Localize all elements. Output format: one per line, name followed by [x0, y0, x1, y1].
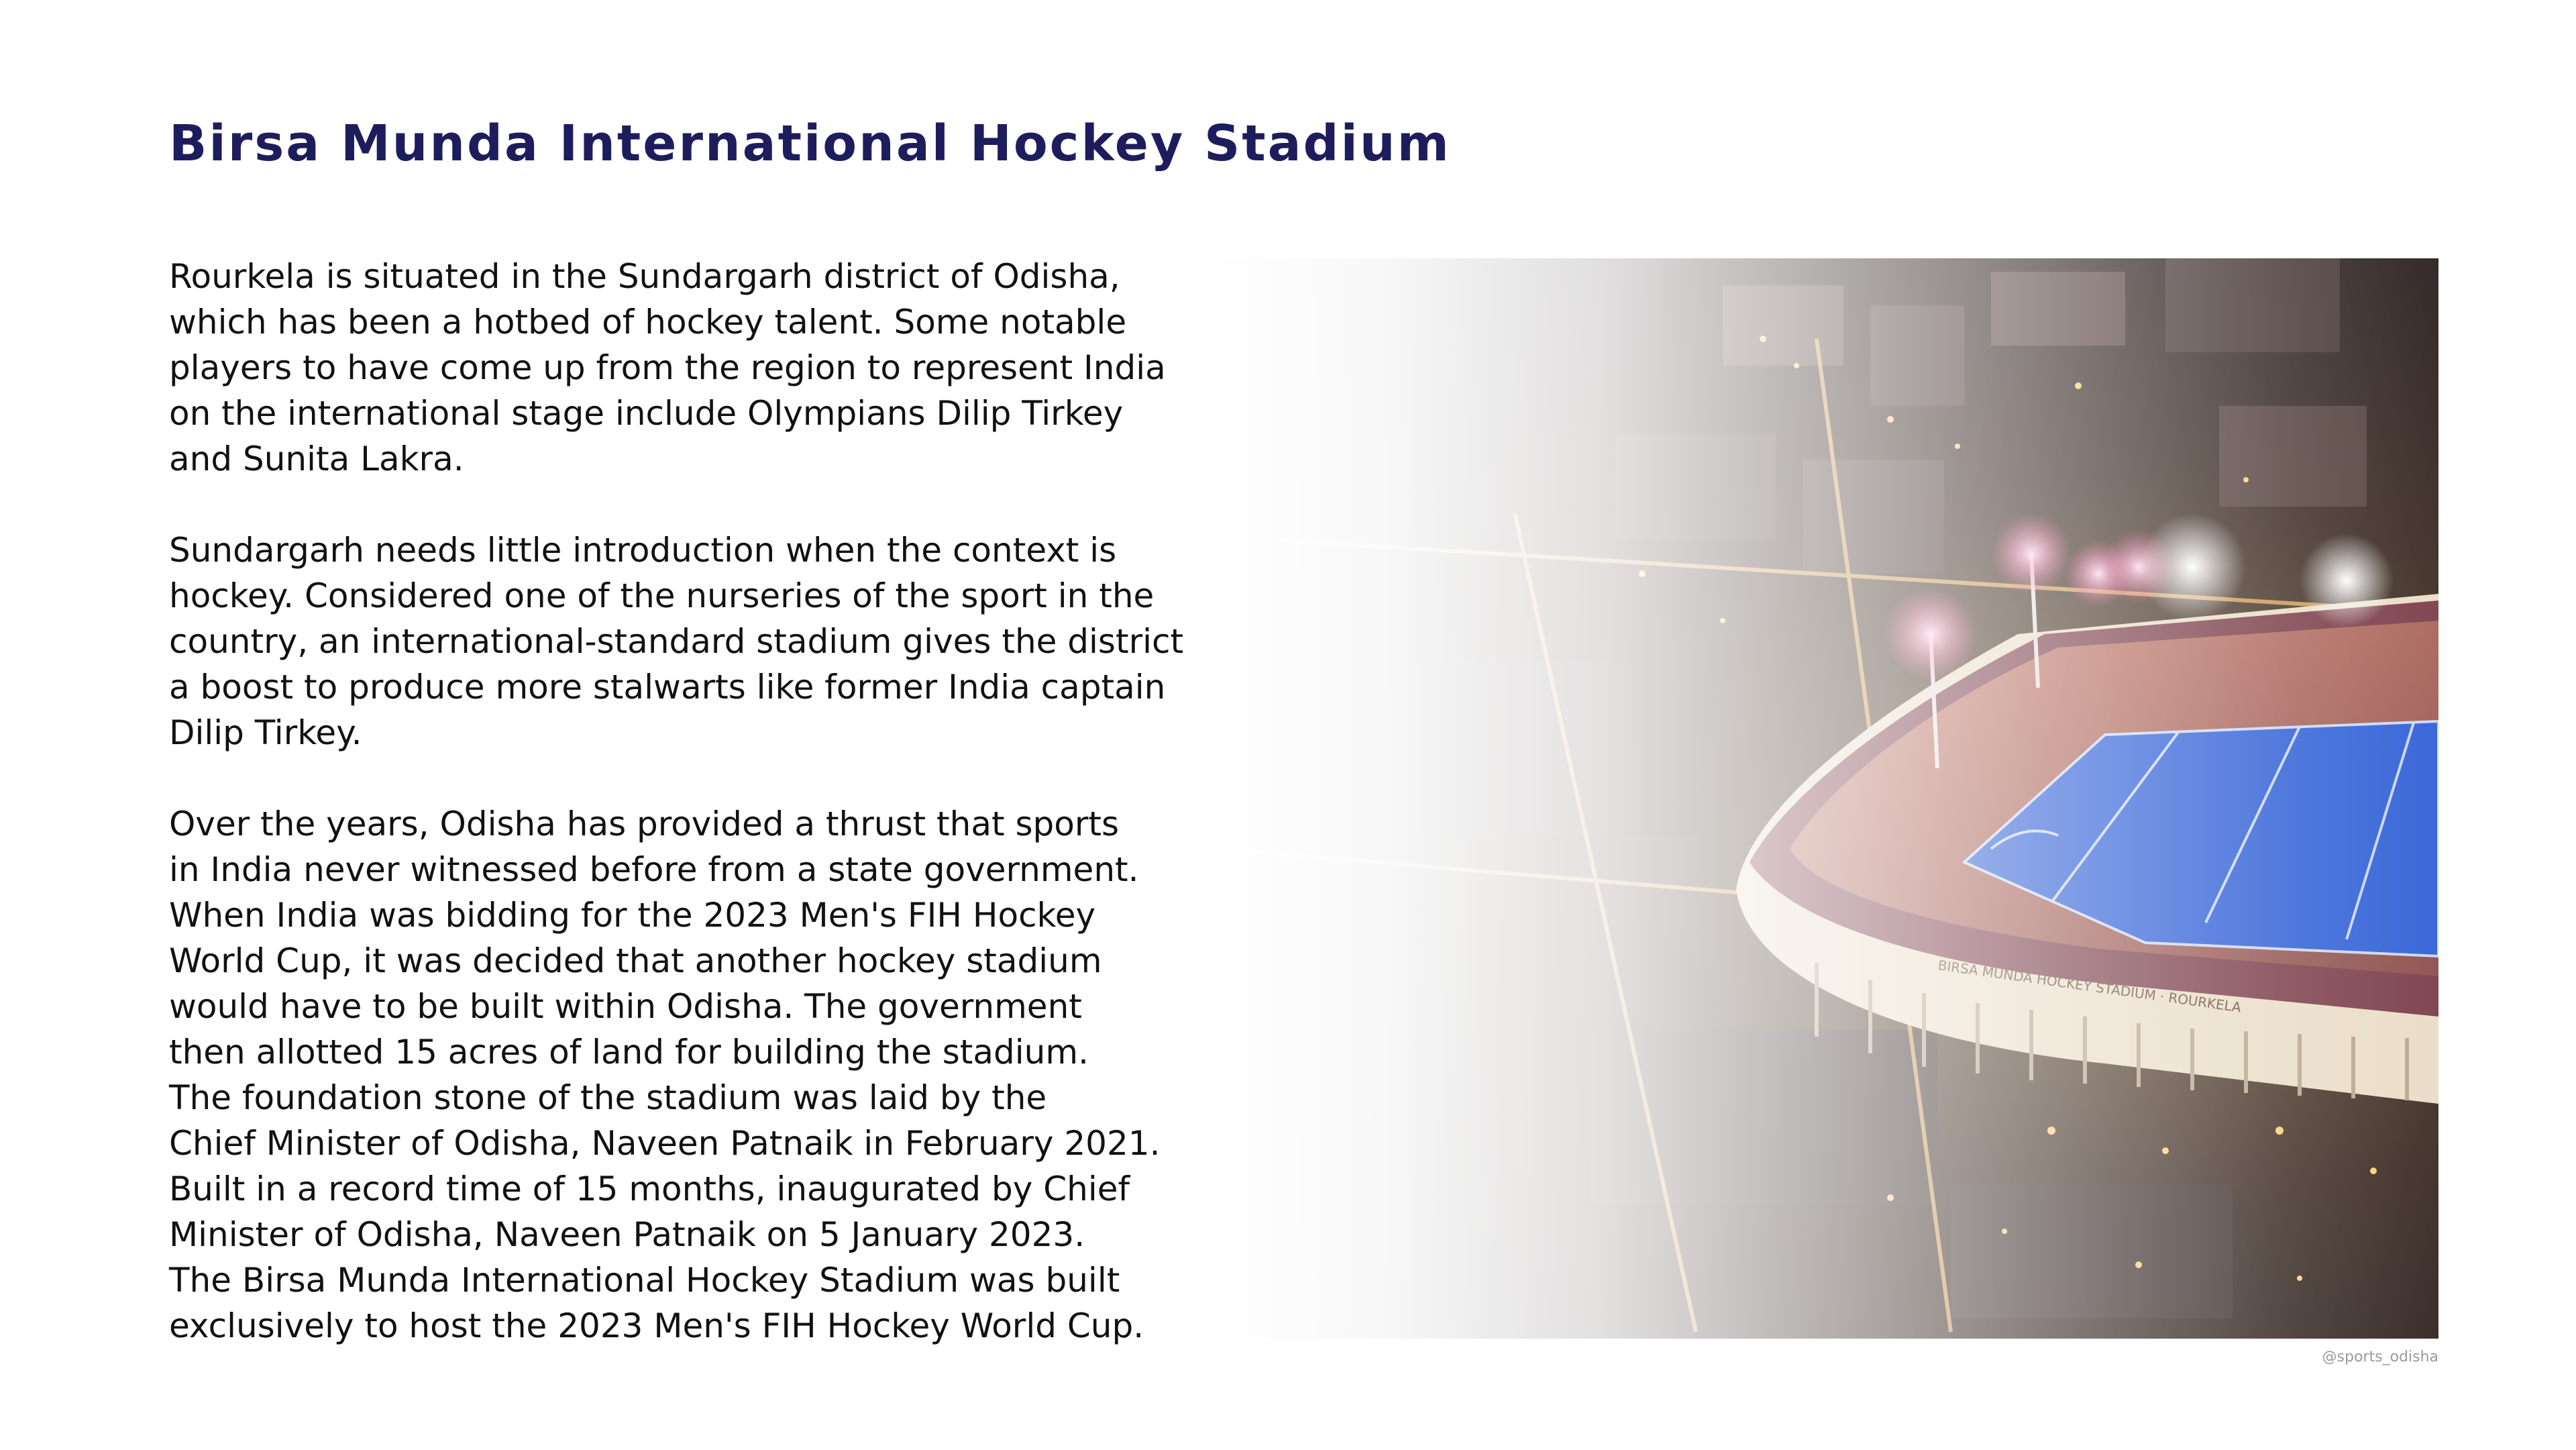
paragraph-odisha-history: Over the years, Odisha has provided a thrust that sports in India never witnessed before from a state government. When India was bidding for the 2023 Men's FIH Hockey World Cup, it was decided that another hockey stadium would have to be built within Odisha. The government then allotted 15 acres of land for building the stadium. The foundation stone of the stadium was laid by the Chief Minister of Odisha, Naveen Patnaik in February 2021. Built in a record time of 15 months, inaugurated by Chief Minister of Odisha, Naveen Patnaik on 5 January 2023. The Birsa Munda International Hockey Stadium was built exclusively to host the 2023 Men's FIH Hockey World Cup. — [169, 805, 1161, 1345]
page-title: Birsa Munda International Hockey Stadium — [169, 115, 1451, 172]
photo-white-fade-overlay — [1213, 258, 2438, 1339]
paragraph-sundargarh: Sundargarh needs little introduction when the context is hockey. Considered one of the nurseries of the sport in the country, an international-standard stadium gives the district a boost to produce more stalwarts like former India captain Dilip Tirkey. — [169, 531, 1184, 752]
photo-credit: @sports_odisha — [2322, 1349, 2438, 1365]
article-body — [169, 254, 1195, 1349]
paragraph-rourkela: Rourkela is situated in the Sundargarh district of Odisha, which has been a hotbed of hockey talent. Some notable players to have come up from the region to represent India on the international stage include Olympians Dilip Tirkey and Sunita Lakra. — [169, 257, 1166, 478]
stadium-aerial-photo — [1213, 258, 2438, 1339]
